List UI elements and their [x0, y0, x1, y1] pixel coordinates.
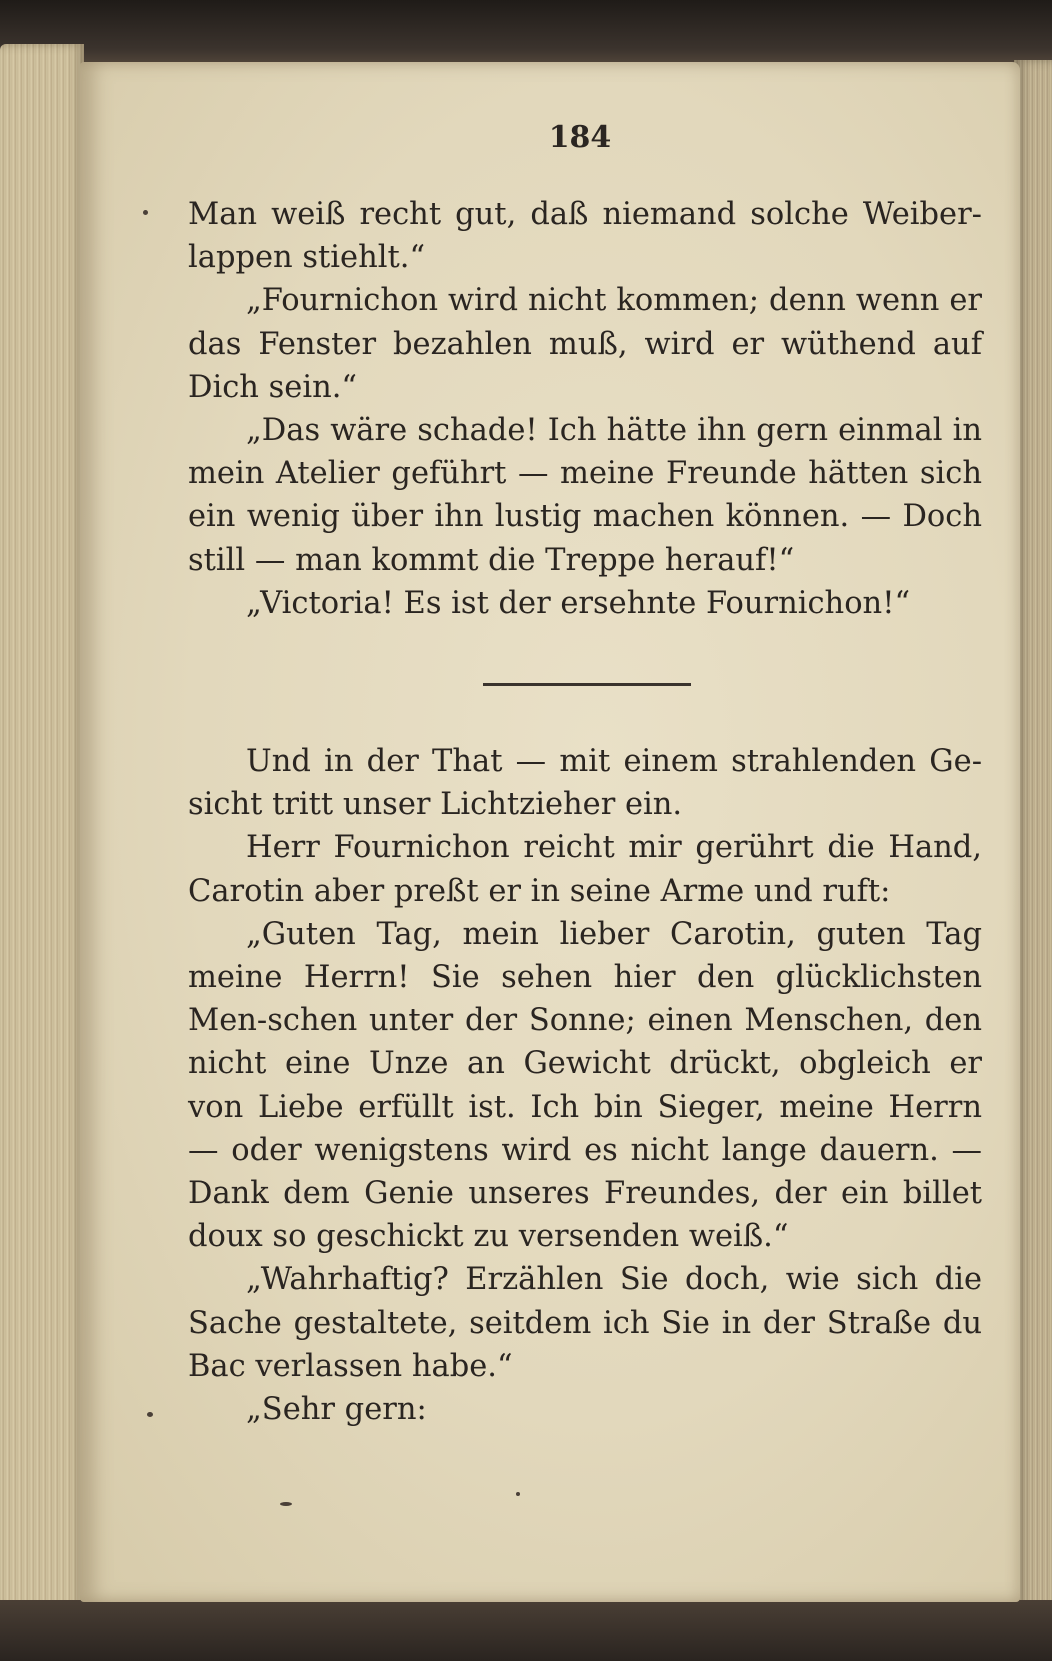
left-page-edges — [0, 44, 84, 1612]
paragraph: Herr Fournichon reicht mir gerührt die Hand, Carotin aber preßt er in seine Arme und ruft: — [188, 830, 982, 909]
ink-speck — [516, 1492, 520, 1496]
paragraph: Und in der That — mit einem strahlenden Ge-sicht tritt unser Lichtzieher ein. — [188, 744, 982, 823]
text-block-bottom — [188, 740, 982, 1431]
paragraph: Man weiß recht gut, daß niemand solche Weiber-lappen stiehlt.“ — [188, 197, 982, 276]
paragraph: „Fournichon wird nicht kommen; denn wenn er das Fenster bezahlen muß, wird er wüthend auf Dich sein.“ — [188, 283, 982, 405]
ink-speck — [280, 1502, 292, 1506]
book-cover-bottom — [0, 1600, 1052, 1661]
paragraph: „Wahrhaftig? Erzählen Sie doch, wie sich die Sache gestaltete, seitdem ich Sie in der Straße du Bac verlassen habe.“ — [188, 1262, 982, 1384]
ink-speck — [143, 210, 148, 215]
paragraph: „Victoria! Es ist der ersehnte Fournichon!“ — [246, 585, 911, 621]
section-divider — [483, 683, 691, 686]
book-cover-top — [0, 0, 1052, 70]
ink-speck — [147, 1412, 153, 1417]
paragraph: „Das wäre schade! Ich hätte ihn gern einmal in mein Atelier geführt — meine Freunde hätten sich ein wenig über ihn lustig machen können. — Doch still — man kommt die Treppe herauf!“ — [188, 413, 982, 578]
paragraph: „Guten Tag, mein lieber Carotin, guten Tag meine Herrn! Sie sehen hier den glücklichsten Men-schen unter der Sonne; einen Menschen, den nicht eine Unze an Gewicht drückt, obgleich er von Liebe erfüllt ist. Ich bin Sieger, meine Herrn — oder wenigstens wird es nicht lange dauern. — Dank dem Genie unseres Freundes, der ein billet doux so geschickt zu versenden weiß.“ — [188, 916, 982, 1255]
paragraph: „Sehr gern: — [246, 1392, 427, 1428]
page-number: 184 — [548, 120, 612, 155]
text-block-top — [188, 193, 982, 625]
